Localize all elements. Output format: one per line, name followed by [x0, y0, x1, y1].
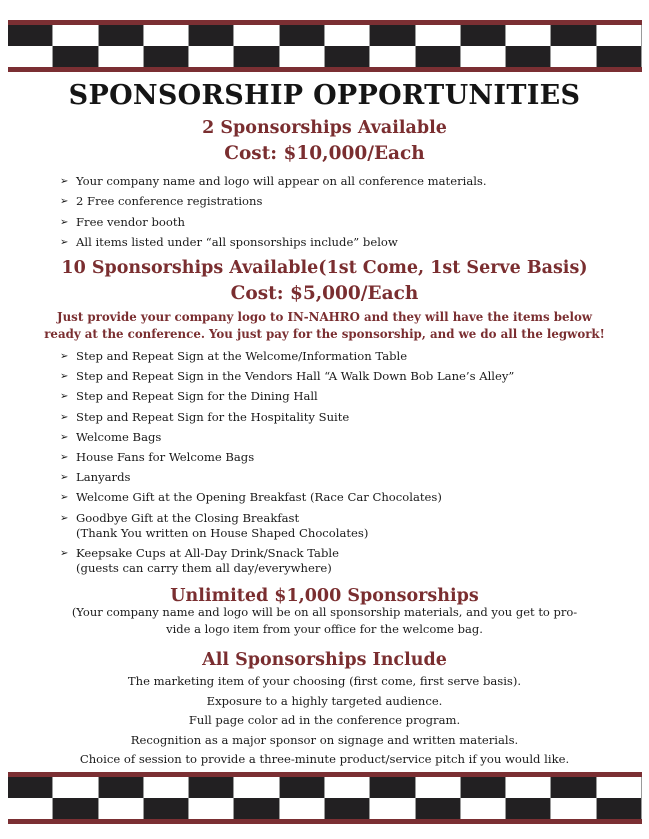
arrowhead-bullet-icon: ➢ [60, 236, 69, 248]
checker-square [53, 777, 98, 798]
list-item-text: All items listed under “all sponsorships include” below [76, 234, 398, 249]
checker-square [597, 777, 642, 798]
list-item-text: Goodbye Gift at the Closing Breakfast [76, 510, 300, 525]
arrowhead-bullet-icon: ➢ [60, 351, 69, 362]
checker-pattern [8, 777, 642, 819]
list-item-text: Free vendor booth [76, 214, 186, 229]
list-item [60, 369, 514, 384]
list-item [60, 546, 514, 576]
arrowhead-bullet-icon: ➢ [60, 512, 69, 524]
checker-square [506, 798, 551, 819]
tier-10000-benefits-list [60, 174, 487, 255]
checker-square [551, 777, 596, 798]
checker-square [280, 46, 325, 67]
tier-10000-cost: Cost: $10,000/Each [224, 143, 425, 164]
list-item: Choice of session to provide a three-minute product/service pitch if you would like. [79, 752, 570, 766]
checker-square [325, 25, 370, 46]
list-item [60, 194, 487, 214]
tier-5000-cost: Cost: $5,000/Each [230, 283, 419, 304]
list-item: Exposure to a highly targeted audience. [206, 693, 443, 708]
checker-square [506, 25, 551, 46]
border-rule [8, 819, 642, 824]
checker-square [99, 25, 144, 46]
list-item [60, 450, 514, 465]
list-item [60, 215, 487, 235]
list-item-text: Lanyards [76, 470, 131, 485]
checkered-flag-border-bottom [8, 772, 642, 824]
list-item: The marketing item of your choosing (first come, first serve basis). [127, 674, 522, 688]
list-item-text: Welcome Gift at the Opening Breakfast (Race Car Chocolates) [76, 490, 442, 505]
arrowhead-bullet-icon: ➢ [60, 371, 69, 383]
checker-square [416, 46, 461, 67]
checker-square [8, 798, 53, 819]
list-item [60, 389, 514, 404]
checker-square [325, 46, 370, 67]
checker-square [234, 798, 279, 819]
checker-square [234, 25, 279, 46]
checker-square [370, 798, 415, 819]
checker-square [144, 25, 189, 46]
checker-square [8, 777, 53, 798]
checker-square [280, 798, 325, 819]
list-item-text: Step and Repeat Sign for the Dining Hall [76, 389, 318, 404]
list-item [60, 470, 514, 485]
arrowhead-bullet-icon: ➢ [60, 472, 69, 484]
arrowhead-bullet-icon: ➢ [60, 176, 69, 187]
checker-square [99, 798, 144, 819]
all-include-heading: All Sponsorships Include [202, 650, 447, 670]
checker-square [461, 46, 506, 67]
list-item [60, 349, 514, 364]
checker-square [189, 777, 234, 798]
checker-square [597, 25, 642, 46]
arrowhead-bullet-icon: ➢ [60, 451, 69, 463]
arrowhead-bullet-icon: ➢ [60, 391, 69, 403]
tier-5000-heading: 10 Sponsorships Available(1st Come, 1st Serve Basis) [61, 258, 588, 278]
list-item-text: Step and Repeat Sign at the Welcome/Information Table [76, 349, 408, 363]
checker-square [506, 46, 551, 67]
list-item [60, 490, 514, 505]
checker-square [416, 25, 461, 46]
checker-square [416, 777, 461, 798]
checker-square [53, 798, 98, 819]
tier-5000-description [0, 309, 649, 343]
checker-square [461, 777, 506, 798]
list-item [60, 410, 514, 425]
checker-square [551, 25, 596, 46]
checker-square [234, 777, 279, 798]
checker-square [506, 777, 551, 798]
arrowhead-bullet-icon: ➢ [60, 431, 69, 443]
arrowhead-bullet-icon: ➢ [60, 547, 69, 559]
checker-square [325, 777, 370, 798]
list-item [60, 511, 514, 541]
checker-square [551, 46, 596, 67]
tier-1000-description [0, 604, 649, 638]
page-title: SPONSORSHIP OPPORTUNITIES [68, 80, 581, 111]
checker-square [53, 46, 98, 67]
checker-square [370, 46, 415, 67]
border-rule [8, 67, 642, 72]
list-item [60, 174, 487, 194]
list-item: Full page color ad in the conference program. [188, 713, 461, 727]
checker-pattern [8, 25, 642, 67]
arrowhead-bullet-icon: ➢ [60, 492, 69, 504]
checker-square [189, 798, 234, 819]
list-item-text: Your company name and logo will appear on all conference materials. [76, 174, 487, 188]
arrowhead-bullet-icon: ➢ [60, 411, 69, 423]
list-item-text: Welcome Bags [76, 429, 162, 444]
tier-10000-heading: 2 Sponsorships Available [202, 118, 447, 138]
checker-square [597, 46, 642, 67]
list-item-subtext: (guests can carry them all day/everywhere) [76, 560, 332, 575]
arrowhead-bullet-icon: ➢ [60, 196, 69, 208]
arrowhead-bullet-icon: ➢ [60, 216, 69, 228]
checker-square [597, 798, 642, 819]
list-item: Recognition as a major sponsor on signage and written materials. [130, 732, 519, 747]
checker-square [370, 25, 415, 46]
list-item-text: House Fans for Welcome Bags [76, 449, 255, 464]
checker-square [189, 46, 234, 67]
list-item-text: 2 Free conference registrations [76, 194, 263, 209]
description-line: vide a logo item from your office for the welcome bag. [166, 622, 483, 636]
all-include-list [0, 672, 649, 770]
checkered-flag-border-top [8, 20, 642, 72]
list-item [60, 235, 487, 255]
list-item-subtext: (Thank You written on House Shaped Chocolates) [76, 525, 369, 540]
checker-square [53, 25, 98, 46]
checker-square [461, 25, 506, 46]
list-item-text: Keepsake Cups at All-Day Drink/Snack Table [76, 545, 339, 560]
description-line: Just provide your company logo to IN-NAHRO and they will have the items below [57, 310, 592, 324]
checker-square [325, 798, 370, 819]
checker-square [8, 46, 53, 67]
description-line: ready at the conference. You just pay for the sponsorship, and we do all the legwork! [44, 327, 605, 341]
checker-square [461, 798, 506, 819]
checker-square [8, 25, 53, 46]
checker-square [144, 46, 189, 67]
checker-square [99, 777, 144, 798]
description-line: (Your company name and logo will be on all sponsorship materials, and you get to pro- [71, 605, 578, 619]
checker-square [144, 777, 189, 798]
list-item [60, 430, 514, 445]
checker-square [416, 798, 461, 819]
checker-square [234, 46, 279, 67]
checker-square [370, 777, 415, 798]
checker-square [99, 46, 144, 67]
tier-1000-heading: Unlimited $1,000 Sponsorships [170, 586, 479, 606]
checker-square [551, 798, 596, 819]
checker-square [144, 798, 189, 819]
checker-square [189, 25, 234, 46]
checker-square [280, 777, 325, 798]
list-item-text: Step and Repeat Sign for the Hospitality Suite [76, 409, 350, 424]
tier-5000-items-list [60, 349, 514, 581]
list-item-text: Step and Repeat Sign in the Vendors Hall “A Walk Down Bob Lane’s Alley” [76, 369, 515, 384]
checker-square [280, 25, 325, 46]
